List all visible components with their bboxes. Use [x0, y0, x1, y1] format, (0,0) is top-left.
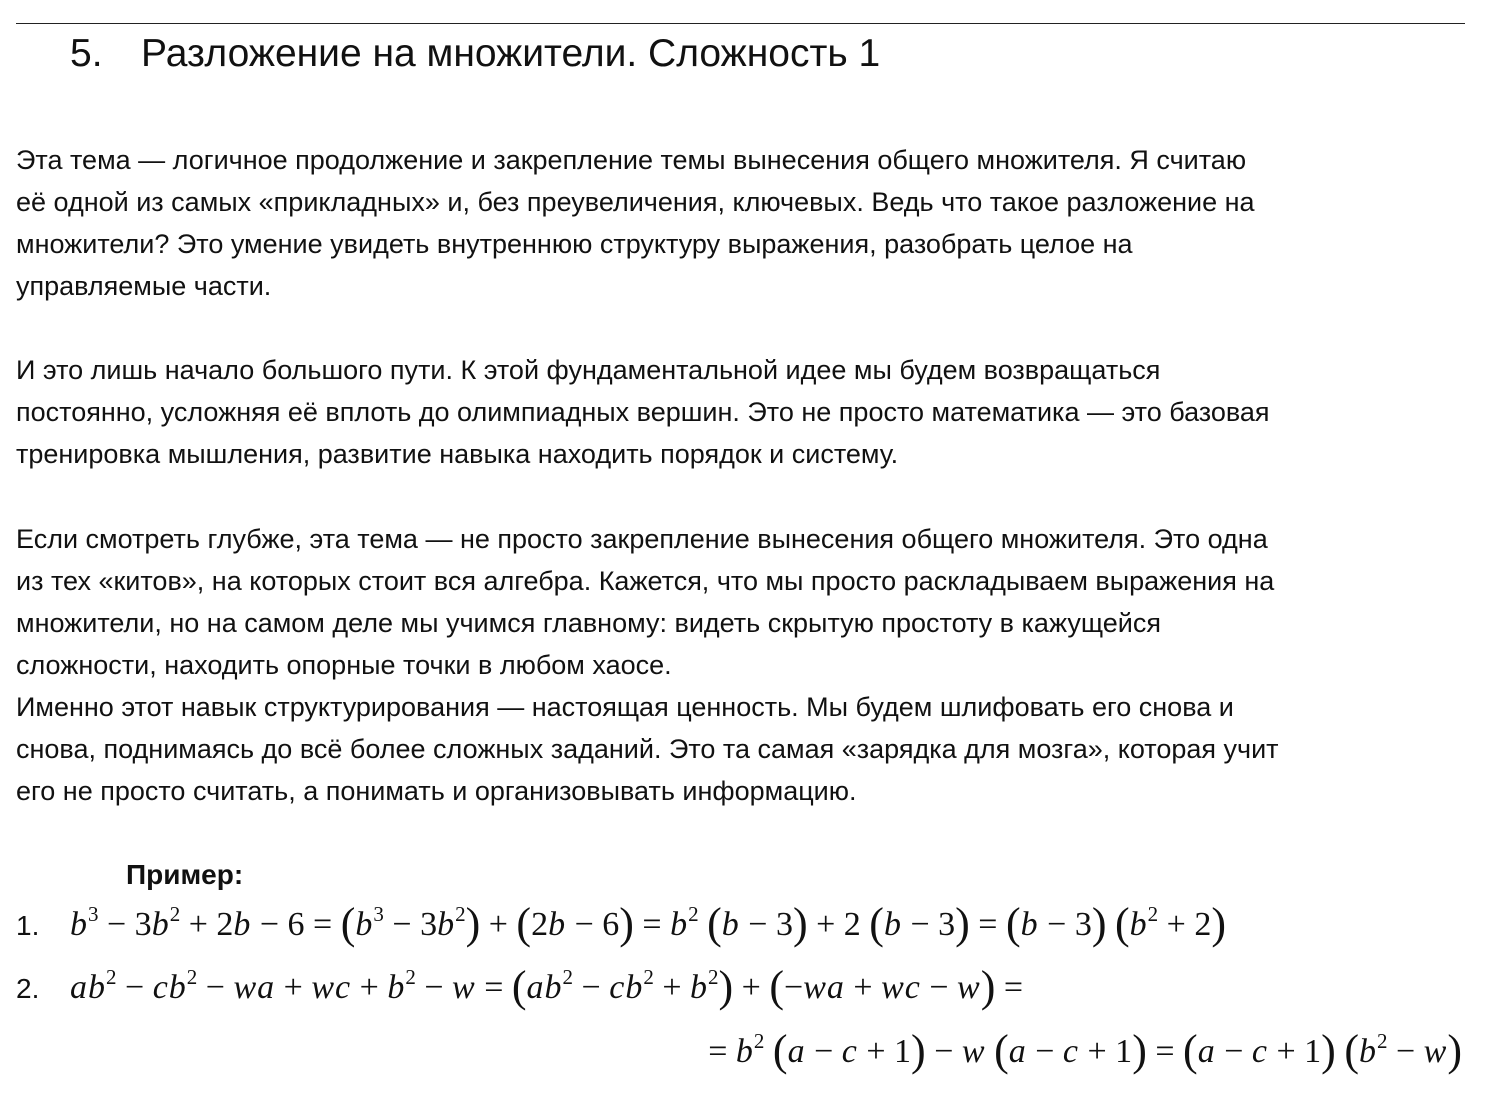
paragraph-line: её одной из самых «прикладных» и, без преувеличения, ключевых. Ведь что такое разложение на — [16, 187, 1255, 217]
paragraph-line: Именно этот навык структурирования — настоящая ценность. Мы будем шлифовать его снова и — [16, 692, 1234, 722]
paragraph-line: его не просто считать, а понимать и организовывать информацию. — [16, 776, 857, 806]
paragraph-line: сложности, находить опорные точки в любом хаосе. — [16, 650, 672, 680]
paragraph-line: Если смотреть глубже, эта тема — не просто закрепление вынесения общего множителя. Это одна — [16, 524, 1268, 554]
formula-2-line-1: $ab^2 - cb^2$ − wa + wc + $b^2 - w = (ab^2 - cb^2 + b^2) + (-wa$ + wc − w) = — [70, 962, 1024, 1011]
paragraph-line: множители? Это умение увидеть внутреннюю структуру выражения, разобрать целое на — [16, 229, 1133, 259]
formula-1: $b^3 - 3b^2 + 2b - 6 = (b^3 - 3b^2) + (2b - 6) = b^2$ (b − 3) + 2 (b − 3) = (b − 3) $(b^2 + 2)$ — [70, 899, 1226, 948]
paragraph-line: множители, но на самом деле мы учимся главному: видеть скрытую простоту в кажущейся — [16, 608, 1161, 638]
section-heading — [70, 28, 880, 80]
formula-2-line-2: = $b^2$ (a − c + 1) − w (a − c + 1) = (a − c + 1) $(b^2 - w)$ — [708, 1026, 1462, 1075]
paragraph-line: из тех «китов», на которых стоит вся алгебра. Кажется, что мы просто раскладываем выражения на — [16, 566, 1275, 596]
example-item-number: 1. — [16, 910, 40, 941]
paragraph-2 — [16, 349, 1476, 475]
paragraph-1 — [16, 139, 1476, 307]
paragraph-line: Эта тема — логичное продолжение и закрепление темы вынесения общего множителя. Я считаю — [16, 145, 1247, 175]
paragraph-line: управляемые части. — [16, 271, 272, 301]
top-divider — [16, 23, 1465, 24]
example-item-number: 2. — [16, 973, 40, 1004]
paragraph-3 — [16, 518, 1476, 812]
section-title: Разложение на множители. Сложность 1 — [141, 32, 881, 75]
paragraph-line: снова, поднимаясь до всё более сложных заданий. Это та самая «зарядка для мозга», которая учит — [16, 734, 1279, 764]
section-number: 5. — [70, 32, 103, 75]
paragraph-line: тренировка мышления, развитие навыка находить порядок и систему. — [16, 439, 899, 469]
paragraph-line: И это лишь начало большого пути. К этой фундаментальной идее мы будем возвращаться — [16, 355, 1161, 385]
paragraph-line: постоянно, усложняя её вплоть до олимпиадных вершин. Это не просто математика — это базовая — [16, 397, 1270, 427]
example-title: Пример: — [126, 859, 244, 890]
